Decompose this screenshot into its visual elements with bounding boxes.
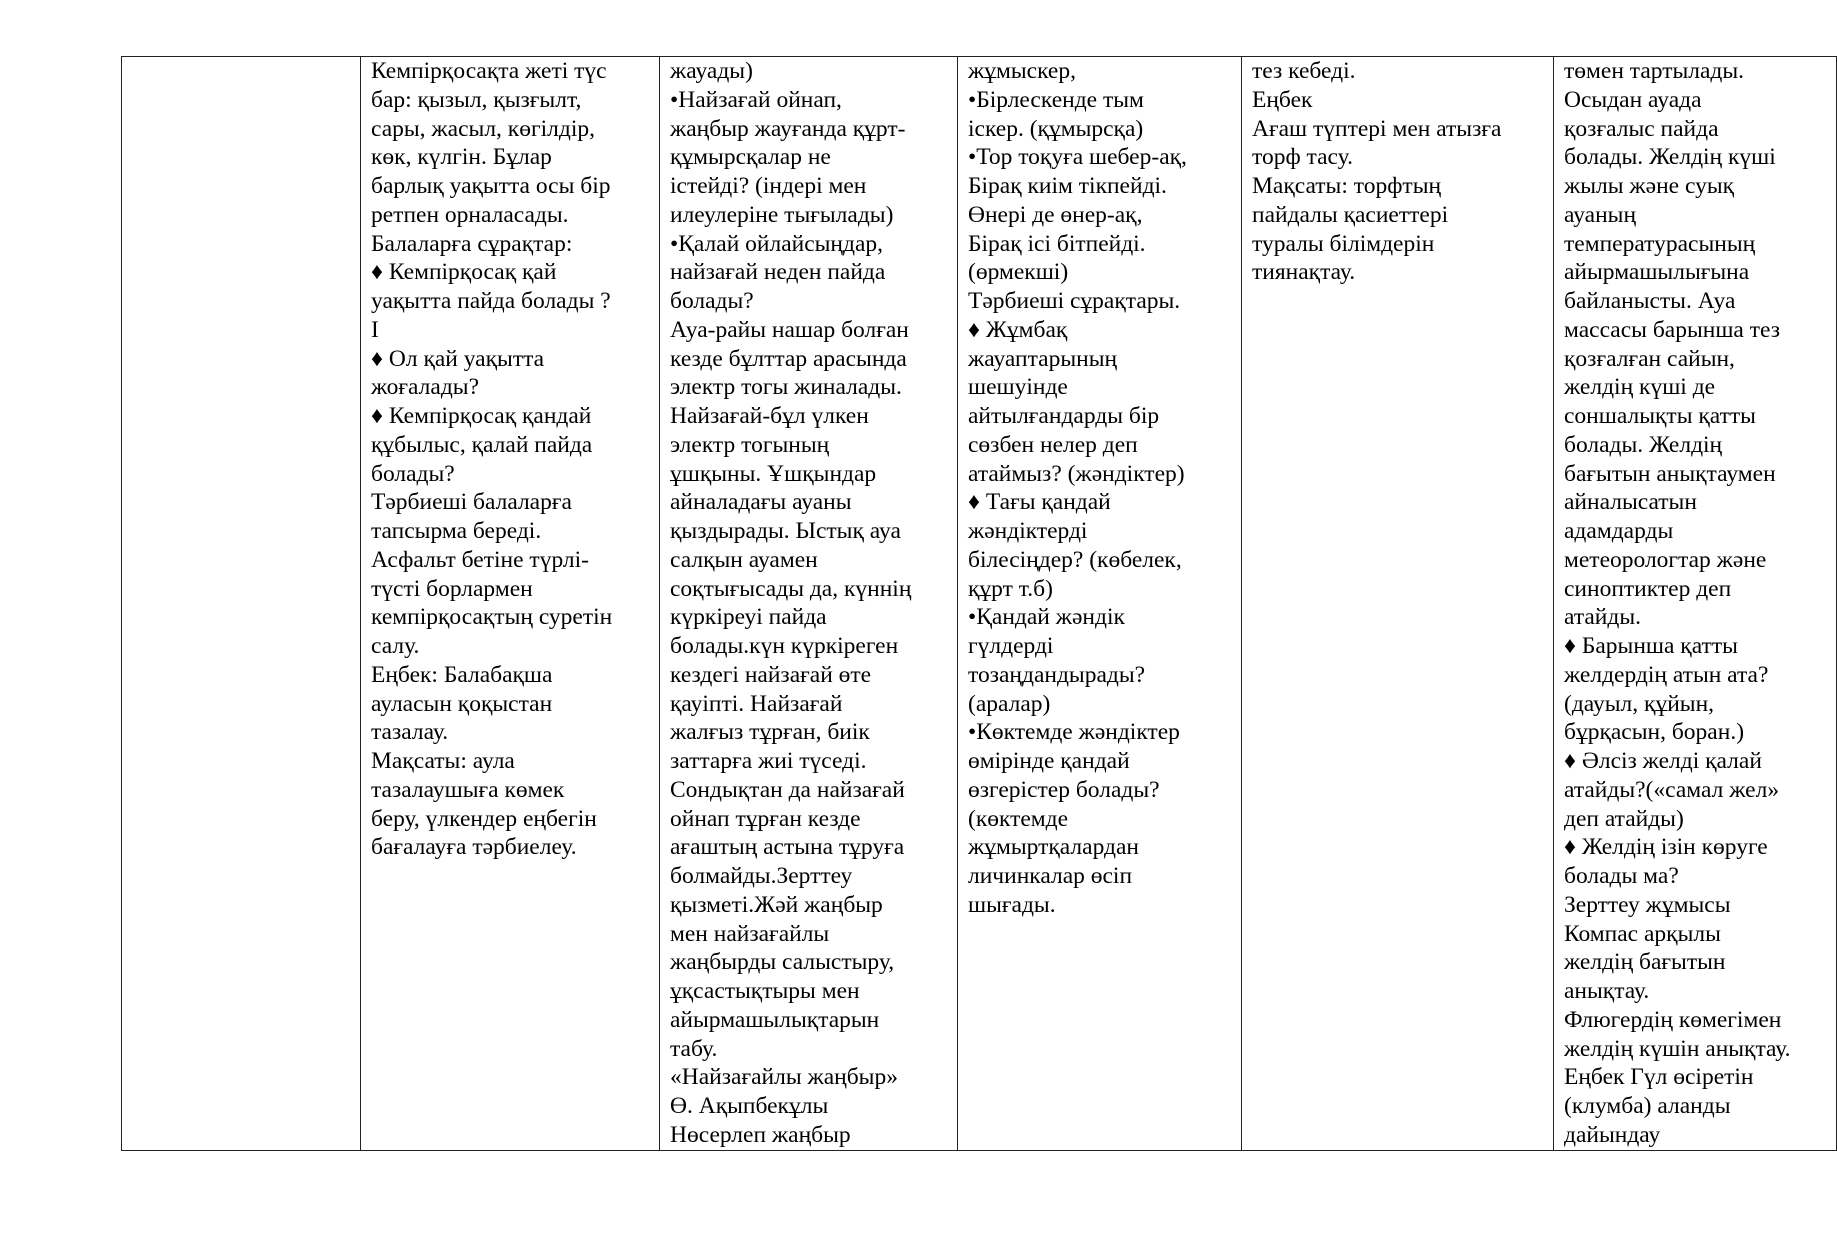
cell-text-line: уақытта пайда болады ? (371, 288, 611, 314)
cell-text-line: желдің бағытын (1564, 949, 1726, 976)
cell-text-line: •Бірлескенде тым (968, 86, 1144, 113)
cell-text-line: іскер. (құмырсқа) (968, 115, 1144, 142)
cell-text-line: личинкалар өсіп (968, 863, 1133, 889)
cell-text-line: болады. Желдің (1564, 431, 1723, 458)
cell-text-line: Кемпірқосақта жеті түс (371, 58, 607, 84)
cell-text-line: табу. (670, 1035, 718, 1062)
cell-text-line: кездегі найзағай өте (670, 661, 872, 688)
cell-text-line: массасы барынша тез (1564, 316, 1780, 343)
cell-text-line: болады? (371, 460, 455, 487)
cell-text-line: ♦ Ол қай уақытта (371, 345, 545, 372)
cell-text-line: (дауыл, құйын, (1564, 690, 1715, 717)
cell-text-line: (көктемде (968, 805, 1069, 832)
cell-text-line: ауласын қоқыстан (371, 690, 553, 717)
table-cell-lightning (660, 57, 958, 1151)
cell-text-line: деп атайды) (1564, 805, 1684, 832)
cell-text-line: гүлдерді (968, 633, 1054, 659)
cell-text-line: көк, күлгін. Бұлар (371, 144, 552, 171)
cell-text-line: барлық уақытта осы бір (371, 173, 611, 199)
cell-text-line: айналадағы ауаны (670, 489, 852, 516)
cell-text-line: электр тогы жиналады. (670, 374, 902, 401)
cell-text-line: Өнері де өнер-ақ, (968, 201, 1143, 228)
cell-text-line: туралы білімдерін (1252, 230, 1435, 257)
cell-text-line: Нөсерлеп жаңбыр (670, 1121, 851, 1148)
cell-text-line: байланысты. Ауа (1564, 288, 1736, 314)
table-cell-empty (122, 57, 361, 1151)
cell-text-line: соқтығысады да, күннің (670, 575, 912, 602)
cell-text-line: сөзбен нелер деп (968, 431, 1138, 458)
table-cell-rainbow (361, 57, 660, 1151)
cell-text-line: ♦ Кемпірқосақ қандай (371, 403, 592, 429)
cell-text-line: Найзағай-бұл үлкен (670, 403, 869, 429)
cell-text-line: дайындау (1564, 1121, 1661, 1148)
cell-text-line: қыздырады. Ыстық ауа (670, 518, 901, 544)
cell-text-line: күркіреуі пайда (670, 604, 827, 631)
cell-text-line: ♦ Тағы қандай (968, 489, 1111, 516)
cell-text-line: (клумба) аланды (1564, 1093, 1731, 1119)
cell-text-line: сары, жасыл, көгілдір, (371, 115, 595, 142)
cell-text-line: тиянақтау. (1252, 259, 1356, 286)
cell-text-line: қауіпті. Найзағай (670, 690, 843, 717)
cell-text-line: айырмашылығына (1564, 259, 1750, 286)
cell-text-line: (өрмекші) (968, 259, 1069, 286)
cell-text-line: өмірінде қандай (968, 748, 1130, 774)
cell-text-line: жұмыскер, (968, 58, 1076, 84)
cell-text-line: жауаптарының (968, 345, 1118, 372)
cell-text-line: кемпірқосақтың суретін (371, 604, 613, 631)
cell-text-line: Еңбек: Балабақша (371, 661, 553, 688)
cell-text-line: бұрқасын, боран.) (1564, 719, 1745, 746)
cell-text-line: Тәрбиеші балаларға (371, 489, 572, 516)
cell-text-line: құмырсқалар не (670, 144, 831, 171)
cell-text-line: жалғыз тұрған, биік (670, 719, 870, 746)
cell-text-line: Компас арқылы (1564, 920, 1721, 947)
table-cell-insects (958, 57, 1242, 1151)
cell-text-line: •Қандай жәндік (968, 604, 1125, 631)
cell-text-line: ұқсастықтыры мен (670, 978, 860, 1004)
table-cell-wind (1554, 57, 1837, 1151)
cell-text-line: пайдалы қасиеттері (1252, 201, 1449, 228)
cell-text-line: найзағай неден пайда (670, 259, 886, 286)
cell-text-line: өзгерістер болады? (968, 776, 1160, 803)
cell-text-line: мен найзағайлы (670, 920, 830, 947)
cell-text-line: төмен тартылады. (1564, 58, 1745, 84)
cell-text-line: бағалауға тәрбиелеу. (371, 834, 577, 861)
cell-text-line: ойнап тұрған кезде (670, 805, 861, 832)
cell-text-line: жаңбырды салыстыру, (670, 949, 895, 976)
cell-text-line: электр тогының (670, 431, 830, 458)
cell-text-line: болады. Желдің күші (1564, 144, 1776, 171)
cell-text-line: жаңбыр жауғанда құрт- (670, 115, 906, 142)
cell-text-line: беру, үлкендер еңбегін (371, 805, 597, 832)
lesson-plan-table (121, 56, 1837, 1151)
cell-text-line: ♦ Әлсіз желді қалай (1564, 748, 1762, 774)
cell-text-line: түсті борлармен (371, 575, 533, 602)
cell-text-line: айырмашылықтарын (670, 1006, 880, 1033)
cell-text-line: салқын ауамен (670, 546, 818, 573)
cell-text-line: жылы және суық (1564, 173, 1735, 199)
cell-text-line: Мақсаты: аула (371, 748, 515, 774)
cell-text-line: адамдарды (1564, 518, 1674, 544)
cell-text-line: Флюгердің көмегімен (1564, 1006, 1782, 1033)
cell-text-line: желдің күші де (1564, 374, 1716, 401)
cell-text-line: атаймыз? (жәндіктер) (968, 460, 1185, 487)
cell-text-line: атайды. (1564, 604, 1642, 631)
cell-text-line: Осыдан ауада (1564, 86, 1702, 113)
cell-text-line: білесіңдер? (көбелек, (968, 546, 1182, 573)
cell-text-line: болады? (670, 288, 754, 314)
cell-text-line: желдің күшін анықтау. (1564, 1035, 1791, 1062)
cell-text-line: Ауа-райы нашар болған (670, 316, 909, 343)
cell-text-line: Ағаш түптері мен атызға (1252, 115, 1502, 142)
cell-text-line: синоптиктер деп (1564, 575, 1732, 602)
cell-text-line: ♦ Желдің ізін көруге (1564, 834, 1768, 861)
cell-text-line: Балаларға сұрақтар: (371, 230, 573, 257)
cell-text-line: құрт т.б) (968, 575, 1053, 602)
cell-text-line: •Қалай ойлайсыңдар, (670, 230, 884, 257)
cell-text-line: (аралар) (968, 690, 1051, 717)
cell-text-line: Мақсаты: торфтың (1252, 173, 1442, 199)
cell-text-line: илеулеріне тығылады) (670, 201, 894, 228)
cell-text-line: Бірақ ісі бітпейді. (968, 230, 1146, 257)
cell-text-line: қызметі.Жәй жаңбыр (670, 891, 883, 918)
cell-text-line: қозғалыс пайда (1564, 115, 1719, 142)
cell-text-line: бар: қызыл, қызғылт, (371, 86, 582, 113)
cell-text-line: соншалықты қатты (1564, 403, 1756, 429)
cell-text-line: бағытын анықтаумен (1564, 460, 1776, 487)
cell-text-line: ауаның (1564, 201, 1637, 228)
cell-text-line: шығады. (968, 891, 1056, 918)
cell-text-line: ағаштың астына тұруға (670, 834, 905, 861)
cell-text-line: жауады) (670, 58, 753, 84)
cell-text-line: желдердің атын ата? (1564, 661, 1769, 688)
table-cell-peat (1242, 57, 1554, 1151)
cell-text-line: құбылыс, қалай пайда (371, 431, 593, 458)
cell-text-line: болады.күн күркіреген (670, 633, 899, 659)
cell-text-line: заттарға жиі түседі. (670, 748, 867, 774)
cell-text-line: Бірақ киім тікпейді. (968, 173, 1167, 199)
cell-text-line: ♦ Кемпірқосақ қай (371, 259, 557, 286)
cell-text-line: ұшқыны. Ұшқындар (670, 460, 877, 487)
cell-text-line: температурасының (1564, 230, 1756, 257)
cell-text-line: тез кебеді. (1252, 58, 1356, 84)
cell-text-line: жәндіктерді (968, 518, 1088, 544)
cell-text-line: тазалау. (371, 719, 449, 746)
cell-text-line: І (371, 316, 379, 343)
cell-text-line: салу. (371, 633, 420, 659)
cell-text-line: ♦ Жұмбақ (968, 316, 1068, 343)
cell-text-line: Еңбек (1252, 86, 1313, 113)
cell-text-line: болады ма? (1564, 863, 1679, 889)
cell-text-line: қозғалған сайын, (1564, 345, 1735, 372)
table-row (122, 57, 1837, 1151)
cell-text-line: істейді? (індері мен (670, 173, 867, 199)
cell-text-line: шешуінде (968, 374, 1068, 401)
cell-text-line: Зерттеу жұмысы (1564, 891, 1731, 918)
cell-text-line: айтылғандарды бір (968, 403, 1160, 429)
cell-text-line: •Тор тоқуға шебер-ақ, (968, 144, 1187, 171)
cell-text-line: атайды?(«самал жел» (1564, 776, 1780, 803)
cell-text-line: анықтау. (1564, 978, 1650, 1004)
cell-text-line: Асфальт бетіне түрлі- (371, 546, 589, 573)
cell-text-line: Тәрбиеші сұрақтары. (968, 288, 1181, 314)
cell-text-line: •Көктемде жәндіктер (968, 719, 1180, 746)
cell-text-line: метеорологтар және (1564, 546, 1767, 573)
cell-text-line: тозаңдандырады? (968, 661, 1146, 688)
cell-text-line: айналысатын (1564, 489, 1697, 516)
cell-text-line: жоғалады? (371, 374, 480, 401)
cell-text-line: ♦ Барынша қатты (1564, 633, 1738, 659)
cell-text-line: «Найзағайлы жаңбыр» (670, 1064, 898, 1091)
cell-text-line: кезде бұлттар арасында (670, 345, 907, 372)
cell-text-line: Ө. Ақыпбекұлы (670, 1093, 829, 1119)
cell-text-line: Сондықтан да найзағай (670, 776, 905, 803)
cell-text-line: Еңбек Гүл өсіретін (1564, 1064, 1754, 1091)
cell-text-line: тапсырма береді. (371, 518, 542, 544)
cell-text-line: ретпен орналасады. (371, 201, 569, 228)
cell-text-line: торф тасу. (1252, 144, 1353, 171)
cell-text-line: •Найзағай ойнап, (670, 86, 842, 113)
cell-text-line: тазалаушыға көмек (371, 776, 565, 803)
cell-text-line: жұмыртқалардан (968, 834, 1139, 861)
cell-text-line: болмайды.Зерттеу (670, 863, 853, 889)
